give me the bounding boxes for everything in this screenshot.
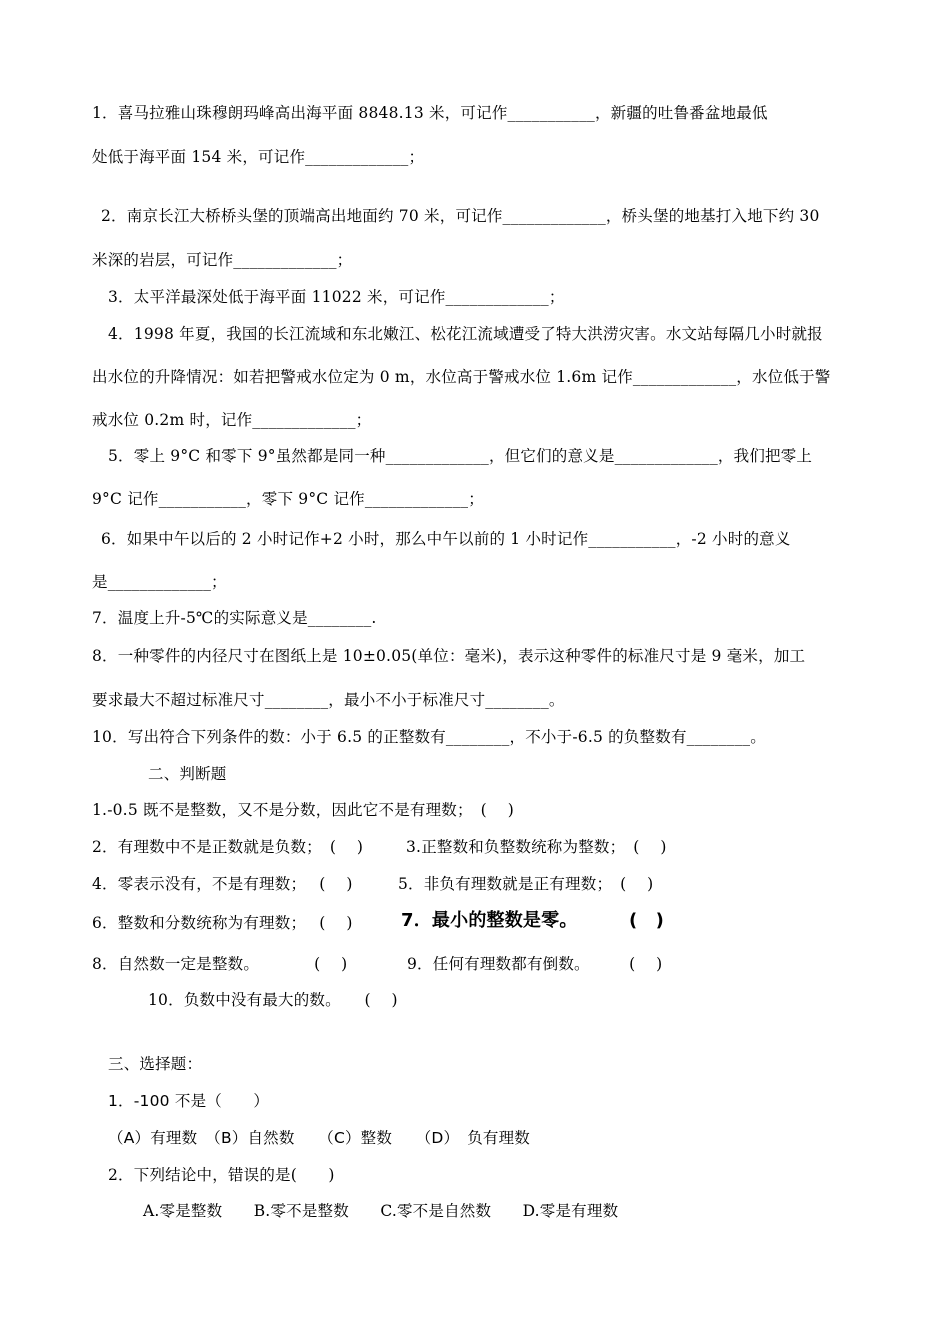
- question-2-line-2: 米深的岩层，可记作_____________；: [92, 251, 353, 269]
- question-8-line-2: 要求最大不超过标准尺寸________，最小不小于标准尺寸________。: [92, 691, 565, 709]
- question-10: 10．写出符合下列条件的数：小于 6.5 的正整数有________，不小于-6.5 的负整数有________。: [92, 728, 766, 746]
- choice-question-1: 1．-100 不是（ ）: [108, 1092, 270, 1110]
- judge-item-8: 8．自然数一定是整数。 ( ): [92, 955, 348, 973]
- judge-item-7-parens: ( ): [629, 910, 665, 931]
- question-3: 3．太平洋最深处低于海平面 11022 米，可记作_____________；: [108, 288, 565, 306]
- question-1-line-1: 1．喜马拉雅山珠穆朗玛峰高出海平面 8848.13 米，可记作___________，新疆的吐鲁番盆地最低: [92, 104, 768, 122]
- judge-item-2: 2．有理数中不是正数就是负数； ( ): [92, 838, 364, 856]
- choice-question-2: 2．下列结论中，错误的是( ): [108, 1166, 335, 1184]
- choice-question-1-options: （A）有理数 （B）自然数 （C）整数 （D） 负有理数: [108, 1129, 530, 1147]
- choice-question-2-options: A.零是整数 B.零不是整数 C.零不是自然数 D.零是有理数: [143, 1202, 619, 1220]
- question-6-line-1: 6．如果中午以后的 2 小时记作+2 小时，那么中午以前的 1 小时记作___________，-2 小时的意义: [101, 530, 791, 548]
- judge-item-9: 9．任何有理数都有倒数。 ( ): [407, 955, 663, 973]
- judge-item-1: 1.-0.5 既不是整数，又不是分数，因此它不是有理数； ( ): [92, 801, 514, 819]
- question-2-line-1: 2．南京长江大桥桥头堡的顶端高出地面约 70 米，可记作_____________，桥头堡的地基打入地下约 30: [101, 207, 820, 225]
- judge-heading: 二、判断题: [148, 765, 227, 783]
- question-6-line-2: 是_____________；: [92, 573, 227, 591]
- question-5-line-2: 9°C 记作___________，零下 9°C 记作_____________；: [92, 490, 484, 508]
- judge-item-6: 6．整数和分数统称为有理数； ( ): [92, 914, 353, 932]
- judge-item-7: 7．最小的整数是零。: [401, 910, 578, 931]
- question-4-line-2: 出水位的升降情况：如若把警戒水位定为 0 m，水位高于警戒水位 1.6m 记作_____________，水位低于警: [92, 368, 831, 386]
- question-4-line-3: 戒水位 0.2m 时，记作_____________；: [92, 411, 372, 429]
- judge-item-4: 4．零表示没有，不是有理数； ( ): [92, 875, 353, 893]
- question-4-line-1: 4．1998 年夏，我国的长江流域和东北嫩江、松花江流域遭受了特大洪涝灾害。水文站每隔几小时就报: [108, 325, 823, 343]
- judge-item-3: 3.正整数和负整数统称为整数； ( ): [406, 838, 667, 856]
- question-1-line-2: 处低于海平面 154 米，可记作_____________；: [92, 148, 425, 166]
- judge-item-10: 10．负数中没有最大的数。 ( ): [148, 991, 398, 1009]
- judge-item-5: 5．非负有理数就是正有理数； ( ): [398, 875, 654, 893]
- question-7: 7．温度上升-5℃的实际意义是________.: [92, 609, 377, 627]
- question-8-line-1: 8．一种零件的内径尺寸在图纸上是 10±0.05(单位：毫米)，表示这种零件的标准尺寸是 9 毫米，加工: [92, 647, 806, 665]
- question-5-line-1: 5．零上 9°C 和零下 9°虽然都是同一种_____________，但它们的意义是_____________，我们把零上: [108, 447, 813, 465]
- choice-heading: 三、选择题：: [108, 1055, 203, 1073]
